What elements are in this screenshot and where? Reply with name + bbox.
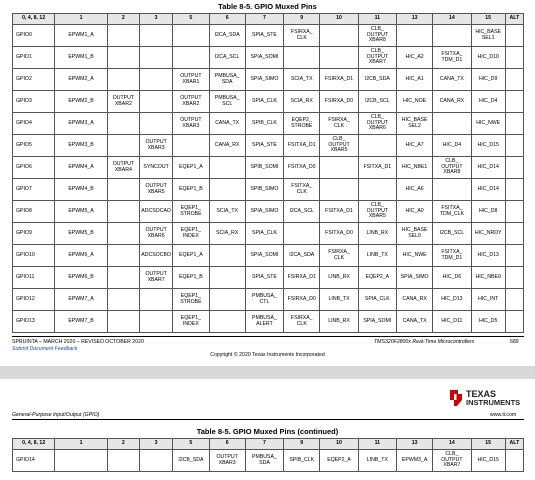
page-number: 689 <box>510 339 519 345</box>
mux-function-cell: HIC_D14 <box>471 157 505 179</box>
table-row <box>13 91 524 113</box>
column-header: 2 <box>107 14 139 25</box>
mux-function-cell: EQEP1_B <box>173 179 209 201</box>
mux-function-cell <box>505 450 523 472</box>
mux-function-cell <box>139 47 172 69</box>
mux-function-cell: HIC_A7 <box>396 135 432 157</box>
mux-function-cell <box>505 201 523 223</box>
mux-function-cell: OUTPUT XBAR2 <box>173 91 209 113</box>
logo-text-texas: TEXAS <box>466 389 497 399</box>
gpio-muxed-pins-table <box>12 13 524 333</box>
mux-function-cell: EPWM3_A <box>55 113 107 135</box>
column-header: 9 <box>284 439 320 450</box>
mux-function-cell: HIC_D4 <box>471 91 505 113</box>
mux-function-cell: HIC_D6 <box>433 267 471 289</box>
mux-function-cell: LINB_RX <box>320 311 358 333</box>
column-header: 14 <box>433 439 471 450</box>
mux-function-cell: SPIA_STE <box>245 135 283 157</box>
gpio-pin-cell: GPIO2 <box>13 69 55 91</box>
mux-function-cell <box>505 311 523 333</box>
mux-function-cell: EPWM2_B <box>55 91 107 113</box>
table-row <box>13 223 524 245</box>
mux-function-cell: HIC_BASE SEL2 <box>396 113 432 135</box>
mux-function-cell: CLB_ OUTPUT XBAR6 <box>358 113 396 135</box>
gpio-pin-cell: GPIO4 <box>13 113 55 135</box>
mux-function-cell: CANA_RX <box>396 289 432 311</box>
mux-function-cell: HIC_NWE <box>396 245 432 267</box>
mux-function-cell: SPIA_SIMO <box>245 69 283 91</box>
mux-function-cell: HIC_A2 <box>396 47 432 69</box>
mux-function-cell <box>107 25 139 47</box>
column-header: 7 <box>245 439 283 450</box>
mux-function-cell: SCIA_TX <box>209 201 245 223</box>
mux-function-cell: SPIA_STE <box>245 267 283 289</box>
mux-function-cell <box>107 179 139 201</box>
mux-function-cell: I2CA_SCL <box>209 47 245 69</box>
mux-function-cell <box>107 450 139 472</box>
mux-function-cell: CLB_ OUTPUT XBAR5 <box>358 201 396 223</box>
column-header: 0, 4, 8, 12 <box>13 439 55 450</box>
mux-function-cell: FSIRXA_ CLK <box>320 113 358 135</box>
ti-logo <box>448 386 526 410</box>
mux-function-cell: PMBUSA_ SDA <box>245 450 283 472</box>
column-header: 14 <box>433 14 471 25</box>
mux-function-cell <box>433 25 471 47</box>
mux-function-cell: PMBUSA_ CTL <box>245 289 283 311</box>
mux-function-cell <box>505 25 523 47</box>
mux-function-cell <box>107 47 139 69</box>
column-header: 11 <box>358 14 396 25</box>
mux-function-cell: SPIB_CLK <box>284 450 320 472</box>
mux-function-cell: HIC_NRDY <box>471 223 505 245</box>
mux-function-cell <box>505 113 523 135</box>
mux-function-cell: CANA_TX <box>433 69 471 91</box>
table-row <box>13 450 524 472</box>
logo-text-instruments: INSTRUMENTS <box>466 398 521 407</box>
mux-function-cell <box>505 267 523 289</box>
mux-function-cell: FSITXA_D1 <box>284 135 320 157</box>
gpio-pin-cell: GPIO10 <box>13 245 55 267</box>
mux-function-cell: HIC_A1 <box>396 69 432 91</box>
table-row <box>13 69 524 91</box>
mux-function-cell: HIC_D5 <box>471 311 505 333</box>
mux-function-cell: PMBUSA_ ALERT <box>245 311 283 333</box>
column-header: 10 <box>320 439 358 450</box>
table-row <box>13 311 524 333</box>
table-header-row <box>13 14 524 25</box>
mux-function-cell: LINB_TX <box>320 289 358 311</box>
mux-function-cell: EPWM3_A <box>396 450 432 472</box>
mux-function-cell: FSIRXA_D1 <box>284 267 320 289</box>
mux-function-cell <box>505 245 523 267</box>
mux-function-cell <box>107 245 139 267</box>
mux-function-cell <box>433 113 471 135</box>
site-link[interactable]: www.ti.com <box>490 412 517 418</box>
mux-function-cell <box>209 267 245 289</box>
mux-function-cell: PMBUSA_ SDA <box>209 69 245 91</box>
table-row <box>13 113 524 135</box>
column-header: 13 <box>396 14 432 25</box>
mux-function-cell <box>505 157 523 179</box>
column-header: 6 <box>209 14 245 25</box>
mux-function-cell: CLB_ OUTPUT XBAR8 <box>358 25 396 47</box>
mux-function-cell: FSIRXA_D1 <box>320 69 358 91</box>
mux-function-cell: HIC_D15 <box>471 450 505 472</box>
mux-function-cell <box>139 69 172 91</box>
column-header: 2 <box>107 439 139 450</box>
column-header: 11 <box>358 439 396 450</box>
mux-function-cell: LINB_RX <box>358 223 396 245</box>
mux-function-cell: SPIA_SOMI <box>358 311 396 333</box>
mux-function-cell: OUTPUT XBAR1 <box>173 69 209 91</box>
table-row <box>13 47 524 69</box>
mux-function-cell <box>107 113 139 135</box>
mux-function-cell: EQEP1_ STROBE <box>173 201 209 223</box>
mux-function-cell: FSIRXA_D0 <box>320 91 358 113</box>
mux-function-cell <box>107 267 139 289</box>
mux-function-cell: EQEP1_ STROBE <box>173 289 209 311</box>
mux-function-cell: I2CB_SDA <box>173 450 209 472</box>
table-row <box>13 201 524 223</box>
mux-function-cell: FSITXA_D0 <box>284 157 320 179</box>
column-header: 13 <box>396 439 432 450</box>
mux-function-cell: SPIA_SIMO <box>396 267 432 289</box>
column-header: 9 <box>284 14 320 25</box>
mux-function-cell: EPWM3_B <box>55 135 107 157</box>
mux-function-cell <box>284 223 320 245</box>
mux-function-cell: HIC_D11 <box>433 311 471 333</box>
mux-function-cell: SPIA_CLK <box>358 289 396 311</box>
table-header-row <box>13 439 524 450</box>
table-row <box>13 245 524 267</box>
mux-function-cell: OUTPUT XBAR3 <box>173 113 209 135</box>
mux-function-cell: HIC_D4 <box>433 135 471 157</box>
mux-function-cell: CLB_ OUTPUT XBAR7 <box>358 47 396 69</box>
mux-function-cell: EQEP1_ INDEX <box>173 223 209 245</box>
mux-function-cell: LINB_RX <box>320 267 358 289</box>
mux-function-cell: EQEP1_B <box>173 267 209 289</box>
mux-function-cell: EPWM7_A <box>55 289 107 311</box>
mux-function-cell <box>107 135 139 157</box>
mux-function-cell: I2CB_SDA <box>358 69 396 91</box>
mux-function-cell: ADCSOCAO <box>139 201 172 223</box>
gpio-pin-cell: GPIO5 <box>13 135 55 157</box>
mux-function-cell: EQEP2_ STROBE <box>284 113 320 135</box>
mux-function-cell: SPIB_SOMI <box>245 157 283 179</box>
mux-function-cell: OUTPUT XBAR7 <box>139 267 172 289</box>
mux-function-cell: I2CA_SDA <box>209 25 245 47</box>
mux-function-cell: FSITXA_ TDM_D1 <box>433 245 471 267</box>
column-header: 15 <box>471 14 505 25</box>
mux-function-cell: CANA_TX <box>209 113 245 135</box>
mux-function-cell: LINB_TX <box>358 245 396 267</box>
mux-function-cell: CLB_ OUTPUT XBAR5 <box>320 135 358 157</box>
mux-function-cell: PMBUSA_ SCL <box>209 91 245 113</box>
table-row <box>13 25 524 47</box>
mux-function-cell: HIC_BASE SEL1 <box>471 25 505 47</box>
mux-function-cell: HIC_D13 <box>471 245 505 267</box>
mux-function-cell: FSIRXA_ CLK <box>284 311 320 333</box>
mux-function-cell: CANA_TX <box>396 311 432 333</box>
mux-function-cell <box>505 223 523 245</box>
gpio-pin-cell: GPIO9 <box>13 223 55 245</box>
mux-function-cell <box>107 69 139 91</box>
mux-function-cell: FSIRXA_ CLK <box>320 245 358 267</box>
mux-function-cell <box>433 179 471 201</box>
mux-function-cell: EPWM4_B <box>55 179 107 201</box>
mux-function-cell: SPIA_CLK <box>245 91 283 113</box>
mux-function-cell: OUTPUT XBAR2 <box>107 91 139 113</box>
mux-function-cell <box>107 289 139 311</box>
mux-function-cell: SYNCOUT <box>139 157 172 179</box>
mux-function-cell: OUTPUT XBAR5 <box>139 179 172 201</box>
mux-function-cell: OUTPUT XBAR4 <box>107 157 139 179</box>
mux-function-cell: HIC_INT <box>471 289 505 311</box>
mux-function-cell: SPIB_CLK <box>245 113 283 135</box>
mux-function-cell: HIC_NWE <box>471 113 505 135</box>
mux-function-cell: I2CA_SDA <box>284 245 320 267</box>
gpio-pin-cell: GPIO13 <box>13 311 55 333</box>
mux-function-cell: HIC_D8 <box>471 201 505 223</box>
mux-function-cell: SPIA_SOMI <box>245 245 283 267</box>
mux-function-cell <box>320 47 358 69</box>
mux-function-cell: OUTPUT XBAR6 <box>139 223 172 245</box>
mux-function-cell <box>209 179 245 201</box>
mux-function-cell <box>505 135 523 157</box>
mux-function-cell: EPWM7_B <box>55 311 107 333</box>
mux-function-cell: EPWM6_A <box>55 245 107 267</box>
mux-function-cell: OUTPUT XBAR3 <box>139 135 172 157</box>
mux-function-cell <box>209 289 245 311</box>
mux-function-cell: EQEP1_A <box>173 157 209 179</box>
mux-function-cell <box>55 450 107 472</box>
mux-function-cell: EPWM1_A <box>55 25 107 47</box>
gpio-pin-cell: GPIO0 <box>13 25 55 47</box>
header-rule <box>12 419 524 420</box>
mux-function-cell: EPWM2_A <box>55 69 107 91</box>
mux-function-cell: HIC_D9 <box>471 69 505 91</box>
mux-function-cell <box>209 245 245 267</box>
table-row <box>13 267 524 289</box>
mux-function-cell <box>139 25 172 47</box>
page-separator <box>0 366 535 379</box>
mux-function-cell: HIC_NBE0 <box>471 267 505 289</box>
column-header: 15 <box>471 439 505 450</box>
gpio-pin-cell: GPIO11 <box>13 267 55 289</box>
mux-function-cell: FSIRXA_D0 <box>284 289 320 311</box>
column-header: 0, 4, 8, 12 <box>13 14 55 25</box>
mux-function-cell: CLB_ OUTPUT XBAR7 <box>433 450 471 472</box>
mux-function-cell: SPIA_CLK <box>245 223 283 245</box>
gpio-pin-cell: GPIO1 <box>13 47 55 69</box>
gpio-pin-cell: GPIO3 <box>13 91 55 113</box>
mux-function-cell: FSITXA_ CLK <box>284 179 320 201</box>
mux-function-cell <box>209 311 245 333</box>
mux-function-cell <box>320 25 358 47</box>
ti-logo-icon <box>448 388 464 408</box>
column-header: ALT <box>505 439 523 450</box>
mux-function-cell: EPWM6_B <box>55 267 107 289</box>
mux-function-cell <box>107 223 139 245</box>
mux-function-cell: HIC_A0 <box>396 201 432 223</box>
mux-function-cell <box>358 135 396 157</box>
table-row <box>13 157 524 179</box>
mux-function-cell <box>284 47 320 69</box>
mux-function-cell: EPWM5_A <box>55 201 107 223</box>
mux-function-cell <box>107 311 139 333</box>
mux-function-cell: HIC_D15 <box>471 135 505 157</box>
mux-function-cell <box>505 47 523 69</box>
mux-function-cell <box>209 157 245 179</box>
mux-function-cell: SPIA_SOMI <box>245 47 283 69</box>
mux-function-cell <box>505 179 523 201</box>
mux-function-cell: FSITXA_D1 <box>358 157 396 179</box>
table-row <box>13 289 524 311</box>
mux-function-cell: EQEP1_ INDEX <box>173 311 209 333</box>
gpio-pin-cell: GPIO12 <box>13 289 55 311</box>
mux-function-cell: SCIA_RX <box>209 223 245 245</box>
mux-function-cell: HIC_NBE1 <box>396 157 432 179</box>
table-title: Table 8-5. GPIO Muxed Pins <box>218 2 317 11</box>
mux-function-cell <box>505 289 523 311</box>
mux-function-cell: OUTPUT XBAR3 <box>209 450 245 472</box>
mux-function-cell <box>358 179 396 201</box>
mux-function-cell: CANA_RX <box>433 91 471 113</box>
mux-function-cell <box>139 311 172 333</box>
mux-function-cell: FSITXA_ TDM_CLK <box>433 201 471 223</box>
mux-function-cell: EQEP2_A <box>358 267 396 289</box>
mux-function-cell <box>320 157 358 179</box>
mux-function-cell <box>320 179 358 201</box>
mux-function-cell: ADCSOCBO <box>139 245 172 267</box>
column-header: 1 <box>55 14 107 25</box>
mux-function-cell: SPIA_STE <box>245 25 283 47</box>
footer-doc-id: SPRUINTA – MARCH 2020 – REVISED OCTOBER 2020 <box>12 339 144 345</box>
mux-function-cell: I2CB_SCL <box>433 223 471 245</box>
mux-function-cell: SCIA_RX <box>284 91 320 113</box>
mux-function-cell: EQEP2_A <box>320 450 358 472</box>
gpio-pin-cell: GPIO8 <box>13 201 55 223</box>
mux-function-cell: CLB_ OUTPUT XBAR8 <box>433 157 471 179</box>
mux-function-cell: SCIA_TX <box>284 69 320 91</box>
mux-function-cell: CANA_RX <box>209 135 245 157</box>
mux-function-cell <box>505 69 523 91</box>
table-row <box>13 179 524 201</box>
mux-function-cell: I2CA_SCL <box>284 201 320 223</box>
mux-function-cell <box>396 25 432 47</box>
column-header: 5 <box>173 439 209 450</box>
mux-function-cell: LINB_TX <box>358 450 396 472</box>
gpio-pin-cell: GPIO6 <box>13 157 55 179</box>
mux-function-cell <box>173 25 209 47</box>
column-header: 3 <box>139 439 172 450</box>
mux-function-cell: EPWM4_A <box>55 157 107 179</box>
mux-function-cell: HIC_D10 <box>471 47 505 69</box>
mux-function-cell: SPIB_SIMO <box>245 179 283 201</box>
mux-function-cell: HIC_A6 <box>396 179 432 201</box>
gpio-muxed-pins-table-continued <box>12 438 524 472</box>
mux-function-cell <box>139 450 172 472</box>
column-header: 3 <box>139 14 172 25</box>
mux-function-cell: EQEP1_A <box>173 245 209 267</box>
column-header: 10 <box>320 14 358 25</box>
mux-function-cell: I2CB_SCL <box>358 91 396 113</box>
column-header: 1 <box>55 439 107 450</box>
footer-rule <box>12 336 524 337</box>
continued-table-title: Table 8-5. GPIO Muxed Pins (continued) <box>196 427 339 436</box>
mux-function-cell: HIC_BASE SEL0 <box>396 223 432 245</box>
gpio-pin-cell: GPIO14 <box>13 450 55 472</box>
section-title: General-Purpose Input/Output (GPIO) <box>12 412 100 418</box>
mux-function-cell: FSIRXA_ CLK <box>284 25 320 47</box>
column-header: 7 <box>245 14 283 25</box>
mux-function-cell: HIC_NOE <box>396 91 432 113</box>
gpio-pin-cell: GPIO7 <box>13 179 55 201</box>
mux-function-cell <box>139 113 172 135</box>
table-row <box>13 135 524 157</box>
mux-function-cell: EPWM5_B <box>55 223 107 245</box>
mux-function-cell: FSITXA_D0 <box>320 223 358 245</box>
column-header: ALT <box>505 14 523 25</box>
mux-function-cell <box>505 91 523 113</box>
mux-function-cell: EPWM1_B <box>55 47 107 69</box>
mux-function-cell <box>173 47 209 69</box>
mux-function-cell: FSITXA_ TDM_D1 <box>433 47 471 69</box>
footer-product-name: TMS320F2800x Real-Time Microcontrollers <box>374 339 475 345</box>
mux-function-cell: HIC_D13 <box>433 289 471 311</box>
mux-function-cell: SPIA_SIMO <box>245 201 283 223</box>
submit-feedback-link[interactable]: Submit Document Feedback <box>12 346 78 352</box>
mux-function-cell <box>173 135 209 157</box>
mux-function-cell <box>139 289 172 311</box>
mux-function-cell <box>107 201 139 223</box>
column-header: 6 <box>209 439 245 450</box>
copyright-notice: Copyright © 2020 Texas Instruments Incorporated <box>210 352 325 358</box>
column-header: 5 <box>173 14 209 25</box>
mux-function-cell: HIC_D14 <box>471 179 505 201</box>
mux-function-cell: FSITXA_D1 <box>320 201 358 223</box>
mux-function-cell <box>139 91 172 113</box>
